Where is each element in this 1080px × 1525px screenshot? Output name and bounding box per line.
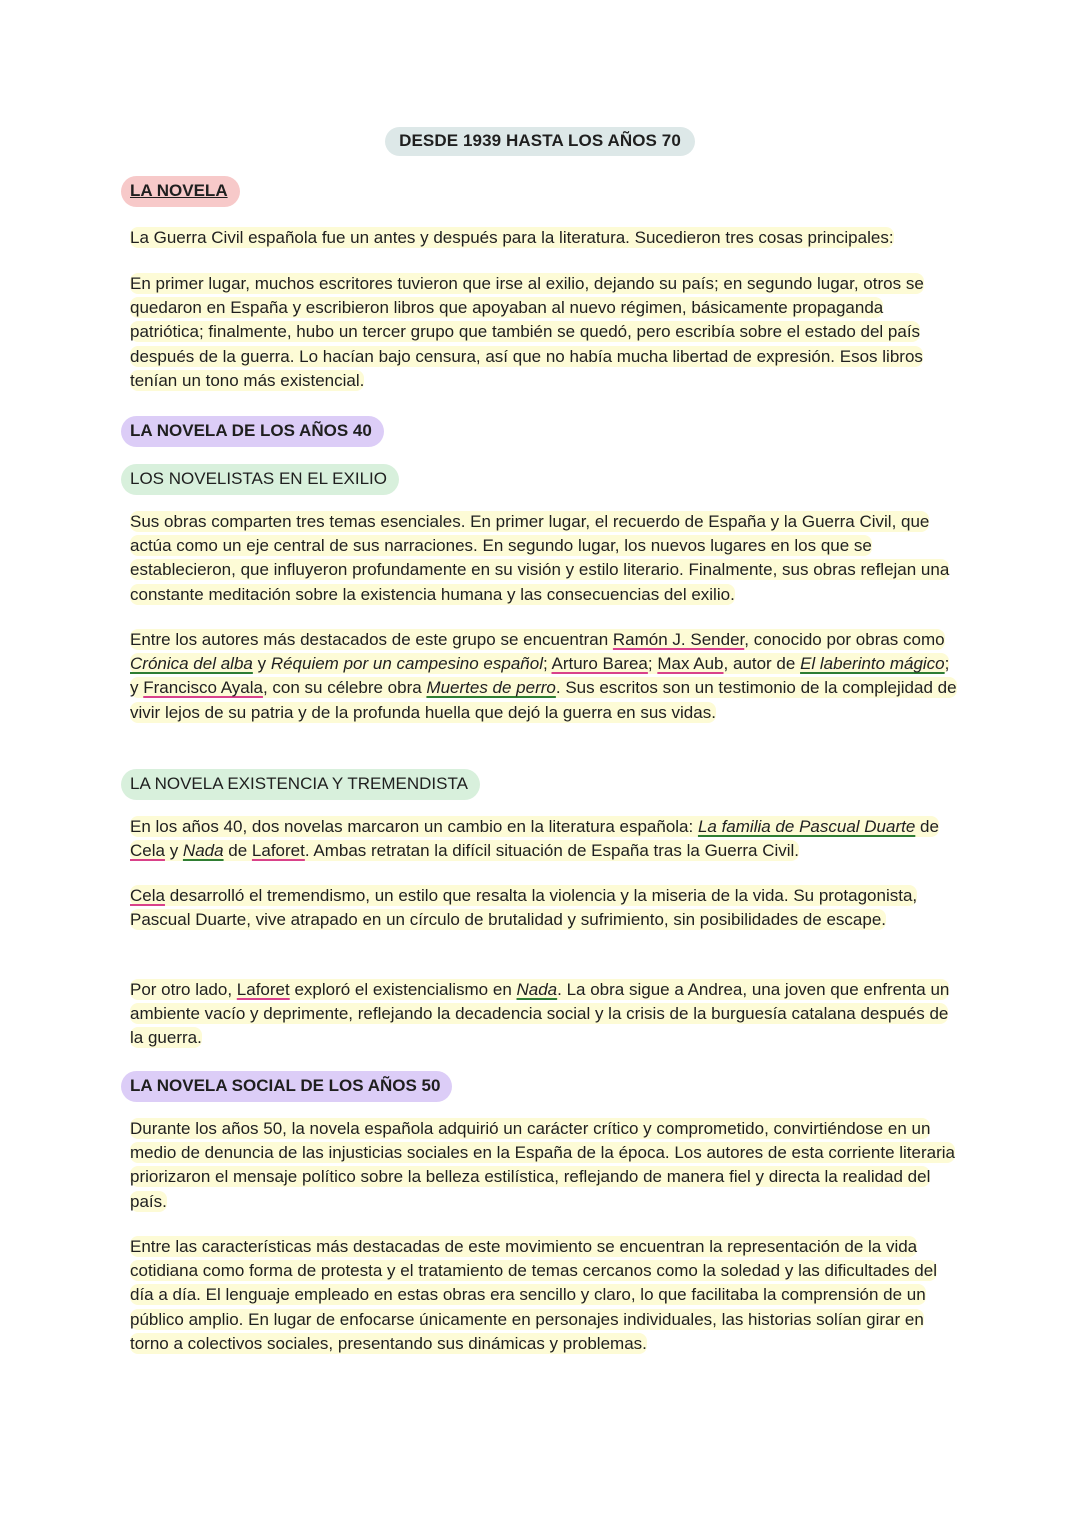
author-laforet: Laforet	[236, 980, 290, 999]
paragraph-three-groups: En primer lugar, muchos escritores tuvieron que irse al exilio, dejando su país; en segundo lugar, otros se quedaron en España y escribieron libros que apoyaban al nuevo régimen, básicamente propaganda patriótica; finalmente, hubo un tercer grupo que también se quedó, pero escribía sobre el estado del país después de la guerra. Lo hacían bajo censura, así que no había mucha libertad de expresión. Esos libros tenían un tono más existencial.	[130, 274, 924, 390]
paragraph-laforet: Por otro lado, Laforet exploró el existencialismo en Nada. La obra sigue a Andrea, una joven que enfrenta un ambiente vacío y deprimente, reflejando la decadencia social y la crisis de la burguesía catalana después de la guerra.	[130, 980, 950, 1048]
paragraph-intro: La Guerra Civil española fue un antes y después para la literatura. Sucedieron tres cosas principales:	[130, 228, 894, 247]
paragraph-exile-themes: Sus obras comparten tres temas esenciales. En primer lugar, el recuerdo de España y la Guerra Civil, que actúa como un eje central de sus narraciones. En segundo lugar, los nuevos lugares en los que se establecieron, que influyeron profundamente en su visión y estilo literario. Finalmente, sus obras reflejan una constante meditación sobre la existencia humana y las consecuencias del exilio.	[130, 512, 950, 604]
work-requiem: Réquiem por un campesino español	[270, 654, 543, 674]
author-barea: Arturo Barea	[551, 654, 648, 674]
page-title: DESDE 1939 HASTA LOS AÑOS 70	[385, 127, 695, 156]
section-heading-novela: LA NOVELA	[121, 176, 240, 207]
author-laforet: Laforet	[251, 841, 305, 861]
paragraph-tremendismo: Cela desarrolló el tremendismo, un estilo que resalta la violencia y la miseria de la vida. Su protagonista, Pascual Duarte, vive atrapado en un círculo de brutalidad y sufrimiento, sin posibilidades de escape.	[130, 886, 918, 930]
subheading-exilio: LOS NOVELISTAS EN EL EXILIO	[121, 464, 399, 495]
author-cela: Cela	[130, 841, 165, 861]
section-heading-40s: LA NOVELA DE LOS AÑOS 40	[121, 416, 384, 447]
paragraph-exile-authors: Entre los autores más destacados de este grupo se encuentran Ramón J. Sender, conocido por obras como Crónica del alba y Réquiem por un campesino español; Arturo Barea; Max Aub, autor de El laberinto mágico; y Francisco Ayala, con su célebre obra Muertes de perro. Sus escritos son un testimonio de la complejidad de vivir lejos de su patria y de la profunda huella que dejó la guerra en sus vidas.	[130, 630, 957, 722]
work-laberinto: El laberinto mágico	[800, 654, 945, 674]
work-nada: Nada	[516, 980, 558, 999]
author-aub: Max Aub	[657, 654, 724, 674]
work-cronica: Crónica del alba	[130, 654, 253, 674]
author-ayala: Francisco Ayala	[143, 678, 263, 698]
work-muertes: Muertes de perro	[426, 678, 556, 698]
paragraph-social-novel: Durante los años 50, la novela española adquirió un carácter crítico y comprometido, convirtiéndose en un medio de denuncia de las injusticias sociales en la España de la época. Los autores de esta corriente literaria priorizaron el mensaje político sobre la belleza estilística, reflejando de manera fiel y directa la realidad del país.	[130, 1119, 955, 1211]
author-cela: Cela	[130, 886, 165, 905]
section-heading-50s: LA NOVELA SOCIAL DE LOS AÑOS 50	[121, 1071, 452, 1102]
author-sender: Ramón J. Sender	[612, 630, 745, 649]
paragraph-two-novels: En los años 40, dos novelas marcaron un cambio en la literatura española: La familia de Pascual Duarte de Cela y Nada de Laforet. Ambas retratan la difícil situación de España tras la Guerra Civil.	[130, 817, 939, 861]
subheading-tremendista: LA NOVELA EXISTENCIA Y TREMENDISTA	[121, 769, 480, 800]
paragraph-characteristics: Entre las características más destacadas de este movimiento se encuentran la representación de la vida cotidiana como forma de protesta y el tratamiento de temas cercanos como la soledad y las dificultades del día a día. El lenguaje empleado en estas obras era sencillo y claro, lo que facilitaba la comprensión de un público amplio. En lugar de enfocarse únicamente en personajes individuales, las historias solían girar en torno a colectivos sociales, presentando sus dinámicas y problemas.	[130, 1237, 937, 1353]
work-familia: La familia de Pascual Duarte	[697, 817, 916, 836]
work-nada: Nada	[182, 841, 224, 861]
